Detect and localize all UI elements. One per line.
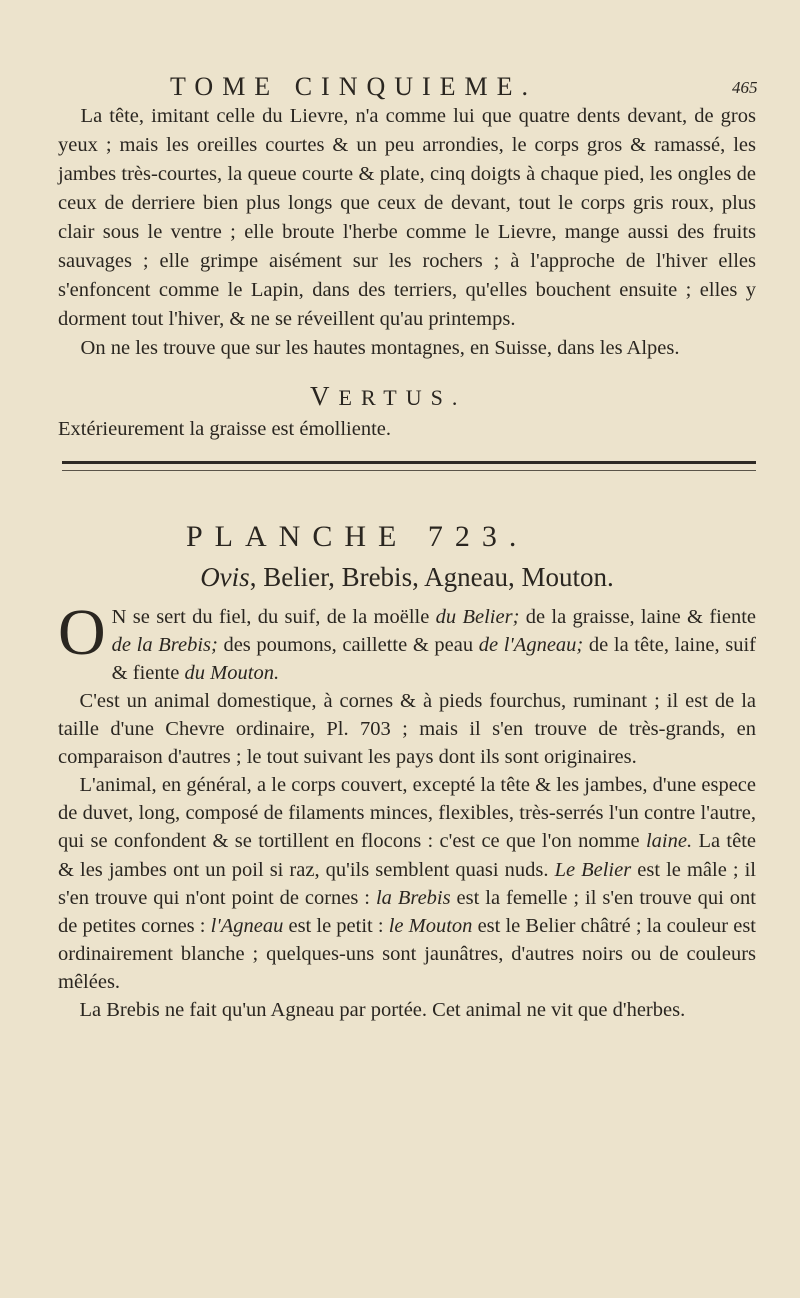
- vertus-initial: V: [310, 381, 339, 411]
- wool-text-c: est le mâle ; il s'en trouve qui n'ont point de cornes :: [58, 858, 756, 909]
- vertus-heading: [310, 381, 466, 412]
- intro-italic-brebis: de la Brebis;: [111, 634, 218, 656]
- plate-subtitle: [58, 562, 756, 593]
- intro-italic-agneau: de l'Agneau;: [478, 634, 584, 656]
- subtitle-names: , Belier, Brebis, Agneau, Mouton.: [249, 562, 614, 592]
- section-divider-rule: [62, 461, 756, 471]
- vertus-text-block: [58, 415, 756, 444]
- italic-laine: laine.: [645, 830, 693, 853]
- intro-text-3: des poumons, caillette & peau: [217, 634, 479, 656]
- italic-belier: Le Belier: [554, 858, 632, 881]
- intro-italic-mouton: du Mouton.: [184, 662, 280, 684]
- main-text-section: [58, 687, 756, 1024]
- running-head: TOME CINQUIEME.: [170, 72, 538, 101]
- plate-title: PLANCHE 723.: [186, 520, 529, 553]
- wool-text-d: est la femelle ; il s'en trouve qui ont de petites cornes :: [58, 886, 756, 937]
- intro-text-4: de la tête, laine, suif & fiente: [111, 634, 756, 684]
- drop-cap: O: [58, 596, 106, 669]
- intro-italic-belier: du Belier;: [435, 606, 520, 628]
- wool-text-f: est le Belier châtré ; la couleur est ordinairement blanche ; quelques-uns sont jaunâtres, d'autres noirs ou de couleurs mêlées.: [58, 914, 756, 993]
- vertus-text: Extérieurement la graisse est émolliente.: [58, 418, 391, 440]
- italic-agneau: l'Agneau: [210, 914, 284, 937]
- vertus-rest: ERTUS.: [338, 385, 467, 410]
- wool-text-a: L'animal, en général, a le corps couvert, excepté la tête & les jambes, d'une espece de duvet, long, composé de filaments minces, flexibles, très-serrés l'un contre l'autre, qui se confondent & se tortillent en flocons : c'est ce que l'on nomme: [58, 774, 756, 853]
- intro-text-2: de la graisse, laine & fiente: [519, 606, 756, 628]
- continued-text-section: [58, 102, 756, 363]
- italic-brebis: la Brebis: [375, 886, 451, 909]
- intro-paragraph: [58, 596, 756, 687]
- subtitle-latin-name: Ovis: [200, 562, 250, 592]
- paragraph-description: C'est un animal domestique, à cornes & à pieds fourchus, ruminant ; il est de la taille d'une Chevre ordinaire, Pl. 703 ; mais il s'en trouve de très-grands, en comparaison d'autres ; le tout suivant les pays dont ils sont originaires.: [58, 690, 756, 769]
- page-number: 465: [732, 78, 758, 97]
- wool-text-e: est le petit :: [283, 914, 389, 937]
- paragraph-marmotte-description: La tête, imitant celle du Lievre, n'a comme lui que quatre dents devant, de gros yeux ; mais les oreilles courtes & un peu arrondies, le corps gros & ramassé, les jambes très-courtes, la queue courte & plate, cinq doigts à chaque pied, les ongles de ceux de derriere bien plus longs que ceux de devant, tout le corps gris roux, plus clair sous le ventre ; elle broute l'herbe comme le Lievre, mange aussi des fruits sauvages ; elle grimpe aisément sur les rochers ; à l'approche de l'hiver elles s'enfoncent comme le Lapin, dans des terriers, qu'elles bouchent ensuite ; elles y dorment tout l'hiver, & ne se réveillent qu'au printemps.: [58, 105, 756, 330]
- intro-text-1: N se sert du fiel, du suif, de la moëlle: [111, 606, 436, 628]
- paragraph-reproduction: La Brebis ne fait qu'un Agneau par portée. Cet animal ne vit que d'herbes.: [79, 999, 686, 1022]
- italic-mouton: le Mouton: [388, 914, 473, 937]
- paragraph-wool: [58, 771, 756, 996]
- wool-text-b: La tête & les jambes ont un poil si raz, qu'ils semblent quasi nuds.: [58, 830, 756, 881]
- paragraph-habitat: On ne les trouve que sur les hautes montagnes, en Suisse, dans les Alpes.: [80, 337, 680, 359]
